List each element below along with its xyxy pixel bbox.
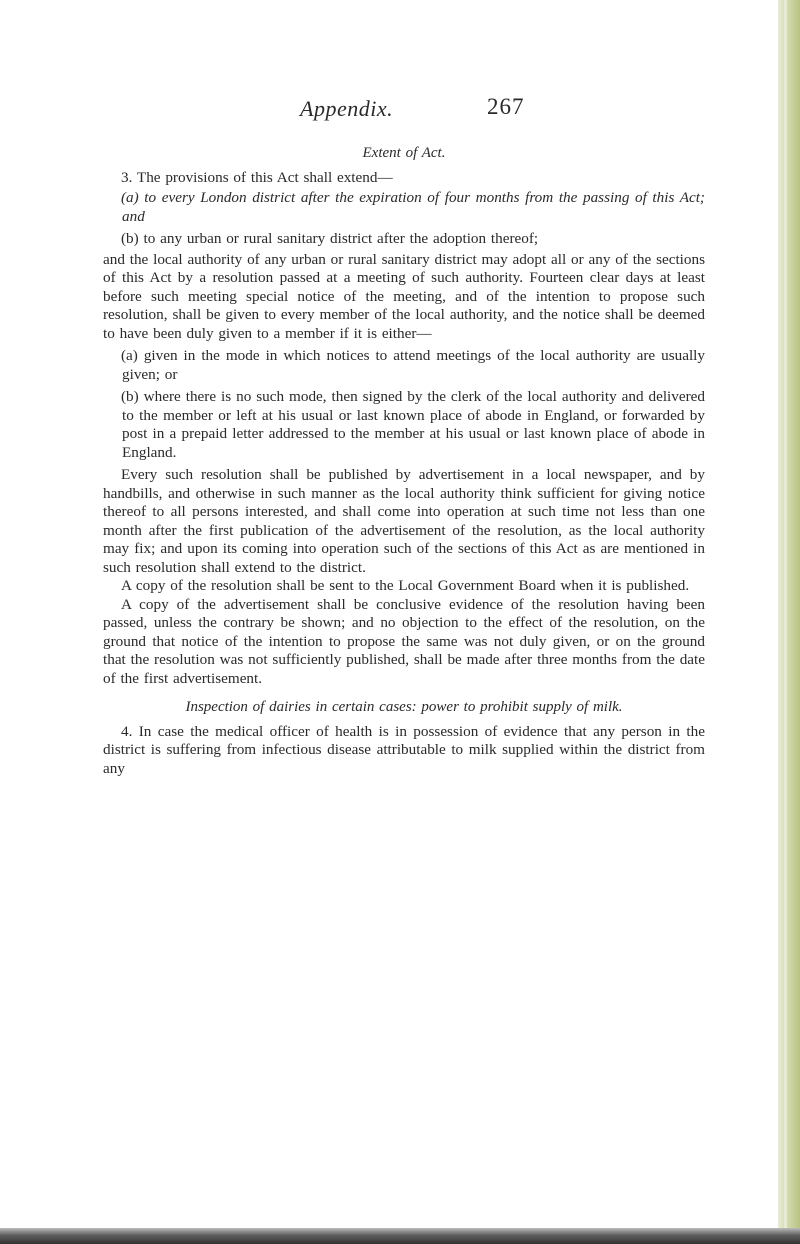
clause-3a: (a) to every London district after the expiration of four months from the passing of this Act; and [121,189,705,225]
clause-3b: (b) to any urban or rural sanitary district after the adoption thereof; [121,230,539,247]
clause-notice-a: (a) given in the mode in which notices to attend meetings of the local authority are usually given; or [121,347,705,383]
paragraph-adoption: and the local authority of any urban or rural sanitary district may adopt all or any of the sections of this Act by a resolution passed at a meeting of such authority. Fourteen clear days at least before such meeting special notice of the meeting, and of the intention to propose such resolution, shall be given to every member of the local authority, and the notice shall be deemed to have been duly given to a member if it is either— [103,250,705,342]
running-header [300,96,700,122]
header-title: Appendix. [300,96,394,121]
paragraph-3: 3. The provisions of this Act shall extend— [121,168,393,186]
clause-notice-b: (b) where there is no such mode, then signed by the clerk of the local authority and delivered to the member or left at his usual or last known place of abode in England, or forwarded by post in a prepaid letter addressed to the member at his usual or last known place of abode in England. [121,388,705,461]
page-number: 267 [487,94,525,119]
section-heading-inspection: Inspection of dairies in certain cases: power to prohibit supply of milk. [185,699,623,715]
page-bottom-shadow [0,1228,800,1244]
paragraph-4: 4. In case the medical officer of health is in possession of evidence that any person in the district is suffering from infectious disease attributable to milk supplied within the district from any [103,722,705,777]
paragraph-every-resolution: Every such resolution shall be published by advertisement in a local newspaper, and by handbills, and otherwise in such manner as the local authority think sufficient for giving notice thereof to all persons interested, and shall come into operation at such time not less than one month after the first publication of the advertisement of the resolution, as the local authority may fix; and upon its coming into operation such of the sections of this Act as are mentioned in such resolution shall extend to the district. [103,466,705,576]
page-edge-binding [778,0,800,1244]
paragraph-copy-advertisement: A copy of the advertisement shall be conclusive evidence of the resolution having been passed, unless the contrary be shown; and no objection to the effect of the resolution, on the ground that notice of the intention to propose the same was not duly given, or on the ground that the resolution was not sufficiently published, shall be made after three months from the date of the first advertisement. [103,595,705,687]
binding-stripe [784,0,787,1244]
section-heading-extent: Extent of Act. [362,145,446,161]
book-page [60,0,760,1230]
paragraph-copy-resolution: A copy of the resolution shall be sent to the Local Government Board when it is published. [121,577,690,594]
body-text [103,144,705,778]
